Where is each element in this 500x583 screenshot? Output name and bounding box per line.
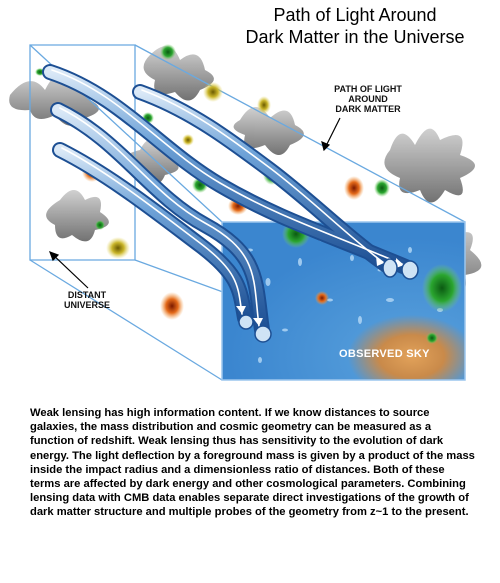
distant-label-line-1: DISTANT [67, 290, 107, 300]
path-label-line-1: PATH OF LIGHT [334, 84, 402, 94]
distant-universe-label [52, 290, 122, 310]
path-label-line-3: DARK MATTER [335, 104, 401, 114]
path-label-line-2: AROUND [348, 94, 388, 104]
diagram-title [220, 4, 490, 48]
path-of-light-label [328, 84, 408, 114]
title-line-2: Dark Matter in the Universe [245, 27, 465, 47]
observed-sky-label: OBSERVED SKY [339, 348, 430, 360]
distant-label-line-2: UNIVERSE [63, 300, 110, 310]
title-line-1: Path of Light Around [273, 5, 437, 25]
caption-text: Weak lensing has high information content. If we know distances to source galaxies, the mass distribution and cosmic geometry can be measured as a function of redshift. Weak lensing thus has sensitivity to the evolution of dark energy. The light deflection by a foreground mass is given by a product of the mass inside the impact radius and a dimensionless ratio of distances. Both of these terms are affected by dark energy and other cosmological parameters. Combining lensing data with CMB data enables separate direct investigations of the growth of dark matter structure and multiple probes of the geometry from z~1 to the present. [30, 407, 475, 519]
